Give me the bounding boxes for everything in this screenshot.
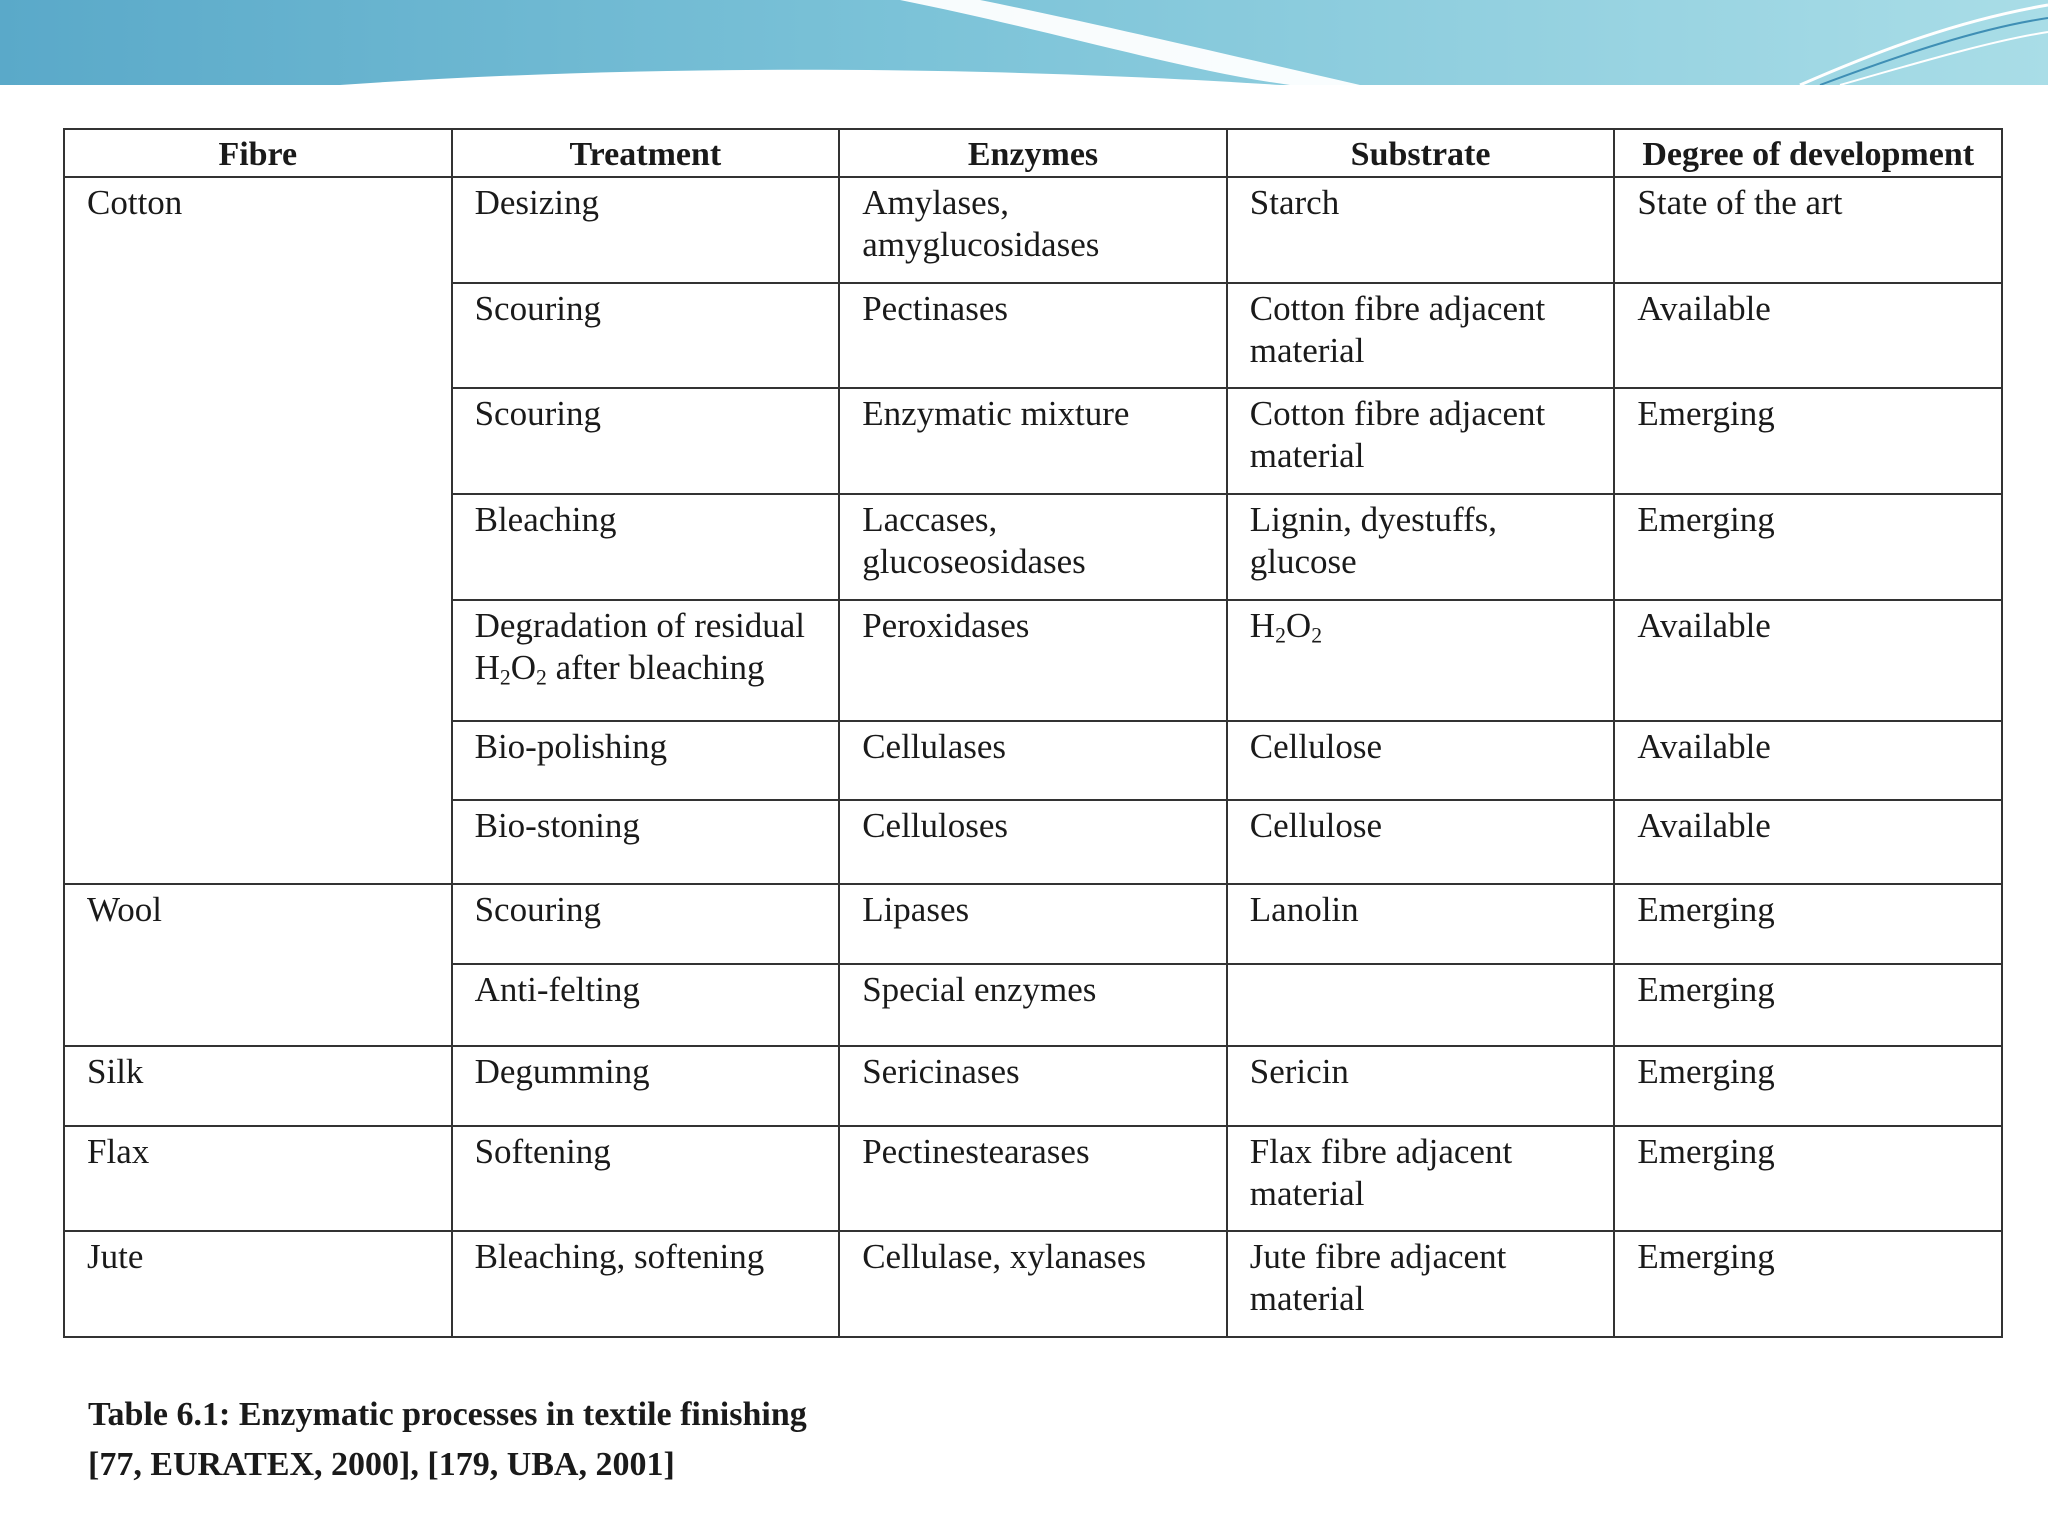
table-body [64,177,2002,1337]
degree-cell: State of the art [1614,177,2002,283]
treatment-cell: Degradation of residual $H_2O_2$ after bleaching [452,600,840,721]
degree-cell: Emerging [1614,884,2002,964]
substrate-cell: Cellulose [1227,800,1615,883]
enzymes-cell: Amylases, amyglucosidases [839,177,1227,283]
treatment-cell: Desizing [452,177,840,283]
treatment-cell: Degumming [452,1046,840,1126]
degree-cell: Emerging [1614,494,2002,600]
fibre-cell: Wool [64,884,452,1046]
substrate-cell: $H_2O_2$ [1227,600,1615,721]
substrate-cell: Jute fibre adjacent material [1227,1231,1615,1337]
table-row [64,1231,2002,1337]
degree-cell: Available [1614,800,2002,883]
banner-wave-decoration [0,0,2048,85]
enzymatic-processes-table [63,128,2003,1338]
substrate-cell: Sericin [1227,1046,1615,1126]
table-header-row [64,129,2002,177]
fibre-cell: Silk [64,1046,452,1126]
header-treatment: Treatment [452,129,840,177]
header-banner [0,0,2048,85]
substrate-cell: Flax fibre adjacent material [1227,1126,1615,1232]
degree-cell: Emerging [1614,1231,2002,1337]
enzymes-cell: Celluloses [839,800,1227,883]
caption-references: [77, EURATEX, 2000], [179, UBA, 2001] [88,1446,675,1483]
enzymes-cell: Enzymatic mixture [839,388,1227,494]
header-substrate: Substrate [1227,129,1615,177]
treatment-cell: Bio-stoning [452,800,840,883]
enzymes-cell: Pectinases [839,283,1227,389]
degree-cell: Emerging [1614,1126,2002,1232]
substrate-cell: Cellulose [1227,721,1615,801]
enzymes-cell: Cellulases [839,721,1227,801]
substrate-cell [1227,964,1615,1046]
degree-cell: Emerging [1614,964,2002,1046]
treatment-cell: Scouring [452,388,840,494]
enzymes-cell: Peroxidases [839,600,1227,721]
treatment-cell: Scouring [452,283,840,389]
substrate-cell: Starch [1227,177,1615,283]
enzymes-cell: Laccases, glucoseosidases [839,494,1227,600]
treatment-cell: Softening [452,1126,840,1232]
treatment-cell: Bleaching, softening [452,1231,840,1337]
caption-title: Table 6.1: Enzymatic processes in textile finishing [88,1396,807,1433]
degree-cell: Available [1614,600,2002,721]
header-degree-of-development: Degree of development [1614,129,2002,177]
substrate-cell: Lanolin [1227,884,1615,964]
treatment-cell: Scouring [452,884,840,964]
substrate-cell: Lignin, dyestuffs, glucose [1227,494,1615,600]
table-row [64,177,2002,283]
degree-cell: Available [1614,283,2002,389]
substrate-cell: Cotton fibre adjacent material [1227,283,1615,389]
treatment-cell: Bio-polishing [452,721,840,801]
degree-cell: Available [1614,721,2002,801]
table-row [64,884,2002,964]
enzymes-cell: Special enzymes [839,964,1227,1046]
substrate-cell: Cotton fibre adjacent material [1227,388,1615,494]
table-caption [88,1390,807,1490]
table-row [64,1046,2002,1126]
header-enzymes: Enzymes [839,129,1227,177]
table-row [64,1126,2002,1232]
treatment-cell: Bleaching [452,494,840,600]
enzymes-cell: Cellulase, xylanases [839,1231,1227,1337]
enzymes-cell: Pectinestearases [839,1126,1227,1232]
degree-cell: Emerging [1614,1046,2002,1126]
header-fibre: Fibre [64,129,452,177]
treatment-cell: Anti-felting [452,964,840,1046]
fibre-cell: Cotton [64,177,452,884]
enzymes-cell: Lipases [839,884,1227,964]
fibre-cell: Flax [64,1126,452,1232]
fibre-cell: Jute [64,1231,452,1337]
enzymes-cell: Sericinases [839,1046,1227,1126]
degree-cell: Emerging [1614,388,2002,494]
